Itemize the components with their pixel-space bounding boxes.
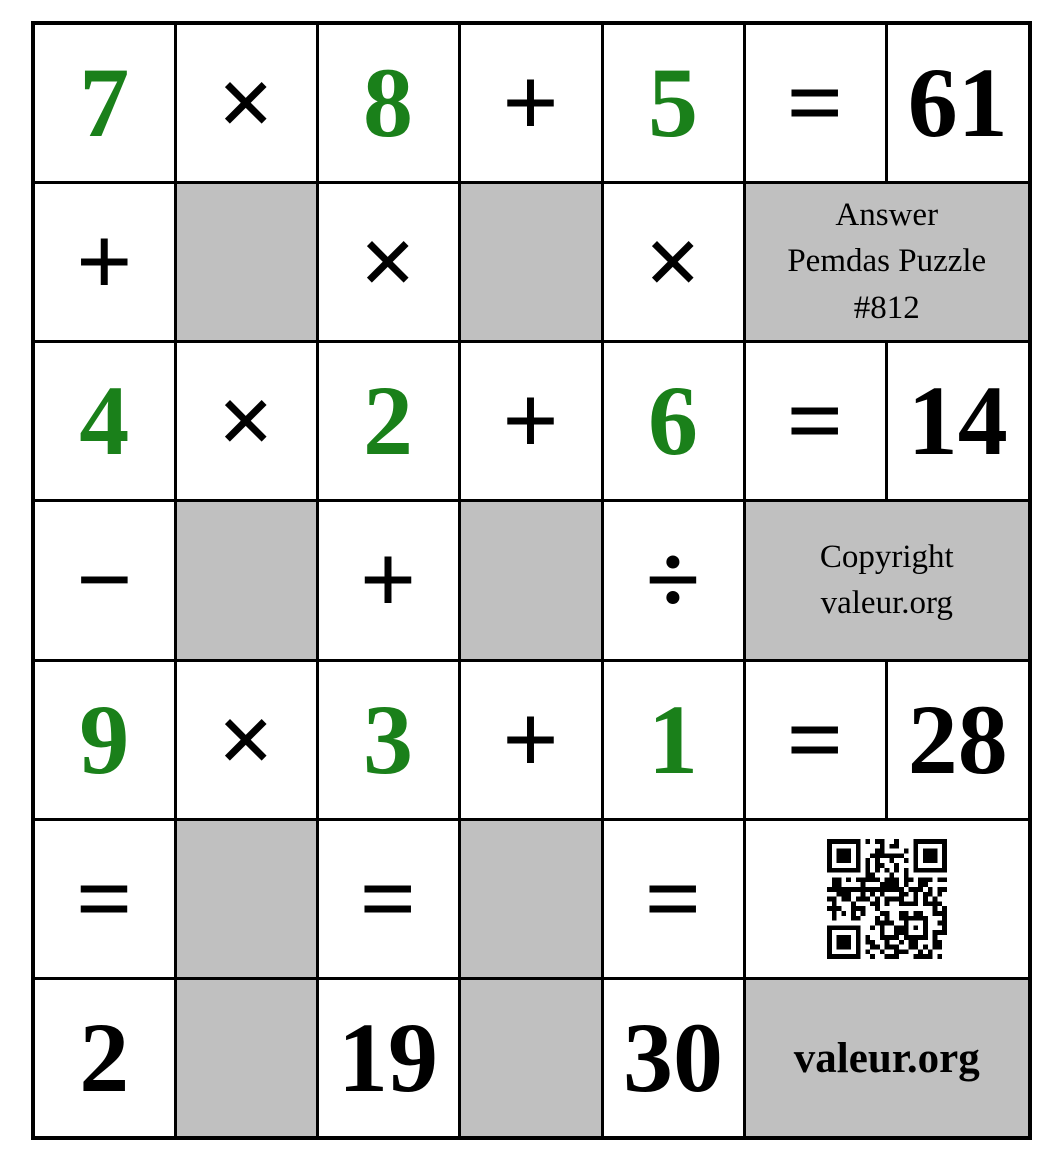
column-operator-cell: + bbox=[33, 182, 175, 341]
blocked-cell bbox=[175, 979, 317, 1138]
answer-line-3: #812 bbox=[853, 290, 920, 327]
column-result-cell: 19 bbox=[317, 979, 459, 1138]
qr-code-icon bbox=[827, 839, 947, 959]
given-number-cell: 6 bbox=[602, 342, 744, 501]
qr-cell bbox=[744, 819, 1030, 978]
column-operator-cell: ÷ bbox=[602, 501, 744, 660]
equation-row-1 bbox=[33, 23, 1030, 182]
copyright-line-1: Copyright bbox=[819, 538, 954, 575]
column-equals-cell: = bbox=[33, 819, 175, 978]
column-result-cell: 2 bbox=[33, 979, 175, 1138]
column-equals-cell: = bbox=[602, 819, 744, 978]
copyright-line-2: valeur.org bbox=[820, 585, 953, 622]
column-operator-cell: × bbox=[602, 182, 744, 341]
operator-row-2 bbox=[33, 501, 1030, 660]
given-number-cell: 8 bbox=[317, 23, 459, 182]
column-results-row bbox=[33, 979, 1030, 1138]
operator-cell: × bbox=[175, 23, 317, 182]
row-result-cell: 14 bbox=[886, 342, 1030, 501]
equals-cell: = bbox=[744, 342, 886, 501]
operator-cell: + bbox=[459, 660, 602, 819]
column-result-cell: 30 bbox=[602, 979, 744, 1138]
answer-line-1: Answer bbox=[835, 196, 939, 233]
blocked-cell bbox=[175, 501, 317, 660]
operator-cell: + bbox=[459, 342, 602, 501]
copyright-cell bbox=[744, 501, 1030, 660]
operator-row-1 bbox=[33, 182, 1030, 341]
blocked-cell bbox=[175, 819, 317, 978]
blocked-cell bbox=[459, 182, 602, 341]
given-number-cell: 3 bbox=[317, 660, 459, 819]
equation-row-2 bbox=[33, 342, 1030, 501]
equals-cell: = bbox=[744, 23, 886, 182]
equation-row-3 bbox=[33, 660, 1030, 819]
blocked-cell bbox=[459, 501, 602, 660]
given-number-cell: 2 bbox=[317, 342, 459, 501]
brand-cell: valeur.org bbox=[744, 979, 1030, 1138]
column-operator-cell: + bbox=[317, 501, 459, 660]
operator-cell: + bbox=[459, 23, 602, 182]
blocked-cell bbox=[459, 819, 602, 978]
row-result-cell: 28 bbox=[886, 660, 1030, 819]
operator-cell: × bbox=[175, 342, 317, 501]
column-operator-cell: − bbox=[33, 501, 175, 660]
given-number-cell: 9 bbox=[33, 660, 175, 819]
given-number-cell: 1 bbox=[602, 660, 744, 819]
operator-cell: × bbox=[175, 660, 317, 819]
answer-title-cell bbox=[744, 182, 1030, 341]
blocked-cell bbox=[175, 182, 317, 341]
row-result-cell: 61 bbox=[886, 23, 1030, 182]
answer-line-2: Pemdas Puzzle bbox=[787, 243, 987, 280]
given-number-cell: 7 bbox=[33, 23, 175, 182]
equals-row bbox=[33, 819, 1030, 978]
pemdas-puzzle-grid bbox=[31, 21, 1032, 1140]
given-number-cell: 4 bbox=[33, 342, 175, 501]
equals-cell: = bbox=[744, 660, 886, 819]
puzzle-table bbox=[31, 21, 1032, 1140]
column-operator-cell: × bbox=[317, 182, 459, 341]
given-number-cell: 5 bbox=[602, 23, 744, 182]
blocked-cell bbox=[459, 979, 602, 1138]
column-equals-cell: = bbox=[317, 819, 459, 978]
